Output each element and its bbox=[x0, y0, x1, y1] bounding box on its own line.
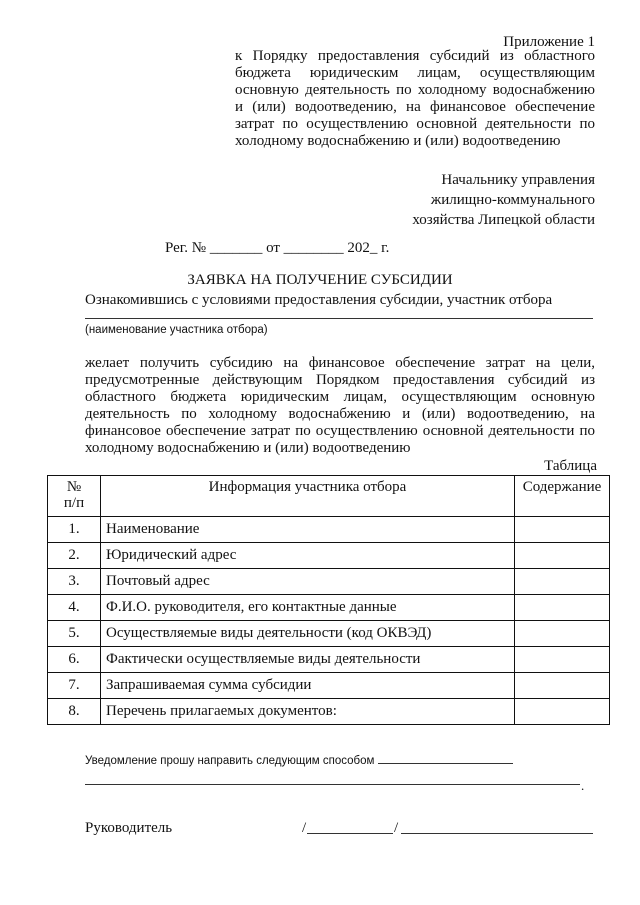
table-header-row bbox=[48, 476, 610, 517]
participant-name-field[interactable] bbox=[85, 318, 593, 319]
row-number: 2. bbox=[48, 543, 101, 569]
row-value-cell[interactable] bbox=[515, 673, 610, 699]
paragraph-line: предусмотренные действующим Порядком предоставления субсидий из bbox=[85, 372, 595, 388]
row-label: Ф.И.О. руководителя, его контактные данные bbox=[101, 595, 515, 621]
request-paragraph bbox=[85, 355, 595, 457]
row-label: Перечень прилагаемых документов: bbox=[101, 699, 515, 725]
table-row bbox=[48, 673, 610, 699]
document-title: ЗАЯВКА НА ПОЛУЧЕНИЕ СУБСИДИИ bbox=[187, 272, 453, 288]
appendix-title: Приложение 1 bbox=[503, 34, 595, 50]
row-value-cell[interactable] bbox=[515, 647, 610, 673]
paragraph-line: холодному водоснабжению и (или) водоотведению bbox=[85, 440, 411, 456]
row-label: Фактически осуществляемые виды деятельности bbox=[101, 647, 515, 673]
header-number bbox=[48, 476, 101, 517]
row-number: 4. bbox=[48, 595, 101, 621]
addressee-line: жилищно-коммунального bbox=[430, 192, 595, 208]
header-number-abbr: п/п bbox=[63, 495, 85, 511]
intro-text: Ознакомившись с условиями предоставления субсидии, участник отбора bbox=[85, 292, 553, 308]
row-number: 5. bbox=[48, 621, 101, 647]
appendix-body bbox=[235, 48, 595, 150]
notification-line bbox=[85, 753, 513, 767]
signature-role: Руководитель bbox=[85, 820, 173, 836]
paragraph-line: финансовое обеспечение затрат по осуществлению основной деятельности по bbox=[85, 423, 595, 439]
row-number: 1. bbox=[48, 517, 101, 543]
signature-name-field[interactable] bbox=[401, 833, 593, 834]
paragraph-line: деятельность по холодному водоснабжению и (или) водоотведению, на bbox=[85, 406, 595, 422]
notification-method-field[interactable] bbox=[378, 753, 513, 764]
appendix-line: затрат по осуществлению основной деятельности по bbox=[235, 116, 595, 132]
table-row bbox=[48, 621, 610, 647]
table-row bbox=[48, 543, 610, 569]
signature-separator: / bbox=[394, 820, 399, 836]
paragraph-line: областного бюджета юридическим лицам, осуществляющим основную bbox=[85, 389, 595, 405]
row-value-cell[interactable] bbox=[515, 569, 610, 595]
addressee-line: Начальнику управления bbox=[441, 172, 595, 188]
table-row bbox=[48, 699, 610, 725]
addressee-line: хозяйства Липецкой области bbox=[412, 212, 595, 228]
row-label: Юридический адрес bbox=[101, 543, 515, 569]
table-row bbox=[48, 569, 610, 595]
appendix-line: к Порядку предоставления субсидий из областного bbox=[235, 48, 595, 64]
row-label: Осуществляемые виды деятельности (код ОКВЭД) bbox=[101, 621, 515, 647]
registration-line: Рег. № _______ от ________ 202_ г. bbox=[165, 240, 390, 256]
row-number: 6. bbox=[48, 647, 101, 673]
row-number: 8. bbox=[48, 699, 101, 725]
header-content: Содержание bbox=[515, 476, 610, 517]
participant-caption: (наименование участника отбора) bbox=[85, 324, 268, 336]
appendix-line: и (или) водоотведению, на финансовое обеспечение bbox=[235, 99, 595, 115]
table-row bbox=[48, 517, 610, 543]
signature-field[interactable] bbox=[307, 833, 393, 834]
table-row bbox=[48, 647, 610, 673]
notification-end-mark: . bbox=[581, 778, 585, 793]
appendix-line: основную деятельность по холодному водоснабжению bbox=[235, 82, 595, 98]
header-number-symbol: № bbox=[66, 479, 82, 495]
header-info: Информация участника отбора bbox=[101, 476, 515, 517]
notification-label: Уведомление прошу направить следующим способом bbox=[85, 755, 375, 767]
row-label: Запрашиваемая сумма субсидии bbox=[101, 673, 515, 699]
appendix-line: холодному водоснабжению и (или) водоотведению bbox=[235, 133, 561, 149]
row-value-cell[interactable] bbox=[515, 621, 610, 647]
row-value-cell[interactable] bbox=[515, 543, 610, 569]
table-row bbox=[48, 595, 610, 621]
row-value-cell[interactable] bbox=[515, 517, 610, 543]
paragraph-line: желает получить субсидию на финансовое обеспечение затрат на цели, bbox=[85, 355, 595, 371]
row-number: 7. bbox=[48, 673, 101, 699]
appendix-line: бюджета юридическим лицам, осуществляющим bbox=[235, 65, 595, 81]
addressee-block bbox=[412, 170, 595, 230]
signature-separator: / bbox=[302, 820, 307, 836]
row-label: Наименование bbox=[101, 517, 515, 543]
participant-info-table bbox=[47, 475, 610, 725]
row-value-cell[interactable] bbox=[515, 595, 610, 621]
row-label: Почтовый адрес bbox=[101, 569, 515, 595]
table-caption: Таблица bbox=[544, 458, 597, 474]
notification-detail-field[interactable] bbox=[85, 784, 580, 785]
row-number: 3. bbox=[48, 569, 101, 595]
row-value-cell[interactable] bbox=[515, 699, 610, 725]
